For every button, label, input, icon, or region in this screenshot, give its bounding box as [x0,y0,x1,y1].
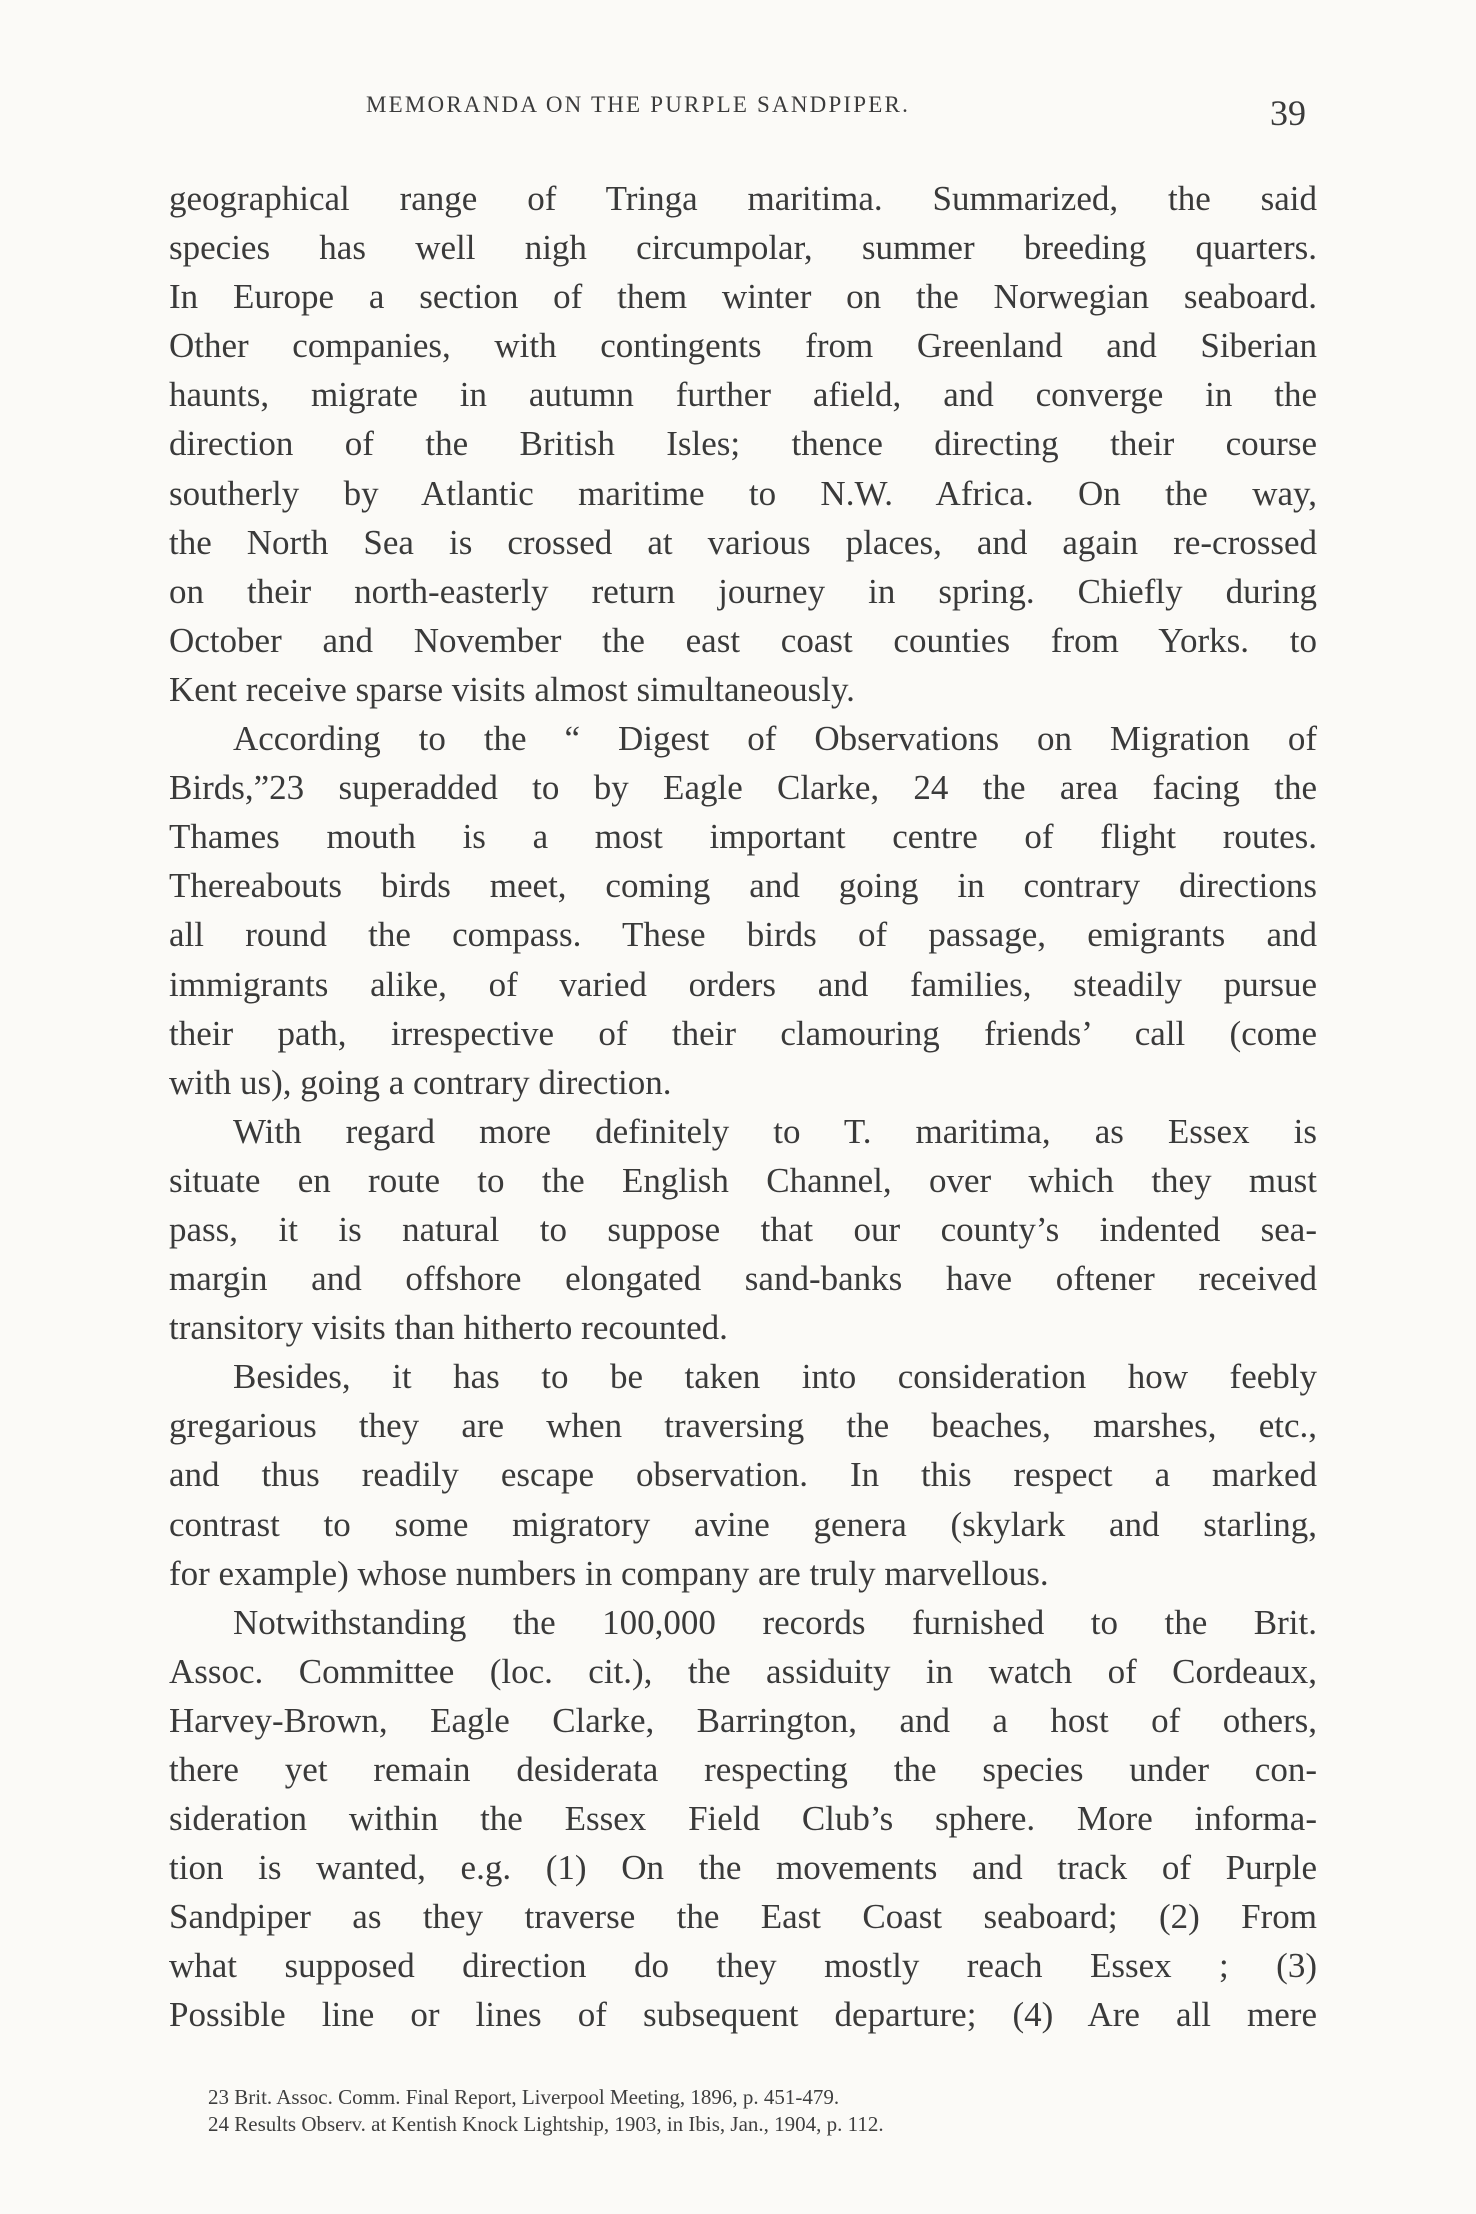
text-line: the North Sea is crossed at various places, and again re-crossed [169,522,1317,562]
text-line: their path, irrespective of their clamouring friends’ call (come [169,1013,1317,1053]
text-line: direction of the British Isles; thence directing their course [169,424,1317,464]
paragraph-start-line: Besides, it has to be taken into consideration how feebly [233,1357,1317,1397]
footnote: 23 Brit. Assoc. Comm. Final Report, Liverpool Meeting, 1896, p. 451-479. [208,2085,840,2109]
text-line: transitory visits than hitherto recounted. [169,1308,728,1348]
text-line: on their north-easterly return journey in spring. Chiefly during [169,571,1317,611]
text-line: sideration within the Essex Field Club’s sphere. More informa- [169,1799,1317,1839]
text-line: geographical range of Tringa maritima. Summarized, the said [169,179,1317,218]
text-line: there yet remain desiderata respecting the species under con- [169,1750,1317,1789]
paragraph-start-line: With regard more definitely to T. maritima, as Essex is [233,1111,1317,1151]
text-line: Sandpiper as they traverse the East Coast seaboard; (2) From [169,1897,1317,1937]
paragraph-start-line: According to the “ Digest of Observations on Migration of [233,719,1317,759]
text-line: Other companies, with contingents from Greenland and Siberian [169,326,1317,366]
text-line: Birds,”23 superadded to by Eagle Clarke, 24 the area facing the [169,768,1317,808]
text-line: Harvey-Brown, Eagle Clarke, Barrington, and a host of others, [169,1700,1317,1740]
text-line: with us), going a contrary direction. [169,1062,672,1102]
text-line: pass, it is natural to suppose that our county’s indented sea- [169,1209,1317,1249]
text-line: contrast to some migratory avine genera (skylark and starling, [169,1504,1317,1544]
text-line: Possible line or lines of subsequent departure; (4) Are all mere [169,1995,1317,2035]
text-line: for example) whose numbers in company are truly marvellous. [169,1553,1049,1593]
footnote: 24 Results Observ. at Kentish Knock Lightship, 1903, in Ibis, Jan., 1904, p. 112. [208,2112,884,2136]
footnotes [208,2084,1248,2138]
text-line: immigrants alike, of varied orders and families, steadily pursue [169,964,1317,1004]
text-line: Kent receive sparse visits almost simultaneously. [169,669,855,709]
text-line: situate en route to the English Channel, over which they must [169,1160,1317,1200]
paragraph-start-line: Notwithstanding the 100,000 records furnished to the Brit. [233,1602,1317,1642]
text-line: species has well nigh circumpolar, summer breeding quarters. [169,228,1317,268]
running-title: MEMORANDA ON THE PURPLE SANDPIPER. [366,92,911,117]
text-line: margin and offshore elongated sand-banks have oftener received [169,1259,1317,1299]
text-line: and thus readily escape observation. In this respect a marked [169,1455,1317,1495]
text-line: tion is wanted, e.g. (1) On the movements and track of Purple [169,1848,1317,1888]
text-line: all round the compass. These birds of passage, emigrants and [169,915,1317,955]
page-number: 39 [1270,93,1306,133]
text-line: haunts, migrate in autumn further afield, and converge in the [169,375,1317,415]
text-line: In Europe a section of them winter on the Norwegian seaboard. [169,277,1317,317]
text-line: southerly by Atlantic maritime to N.W. Africa. On the way, [169,473,1317,513]
text-line: gregarious they are when traversing the beaches, marshes, etc., [169,1406,1317,1446]
text-line: Thereabouts birds meet, coming and going in contrary directions [169,866,1317,906]
text-line: October and November the east coast counties from Yorks. to [169,620,1317,660]
text-line: what supposed direction do they mostly reach Essex ; (3) [169,1946,1317,1986]
text-line: Thames mouth is a most important centre of flight routes. [169,817,1317,857]
text-line: Assoc. Committee (loc. cit.), the assiduity in watch of Cordeaux, [169,1651,1317,1691]
body-text [169,174,1317,2040]
